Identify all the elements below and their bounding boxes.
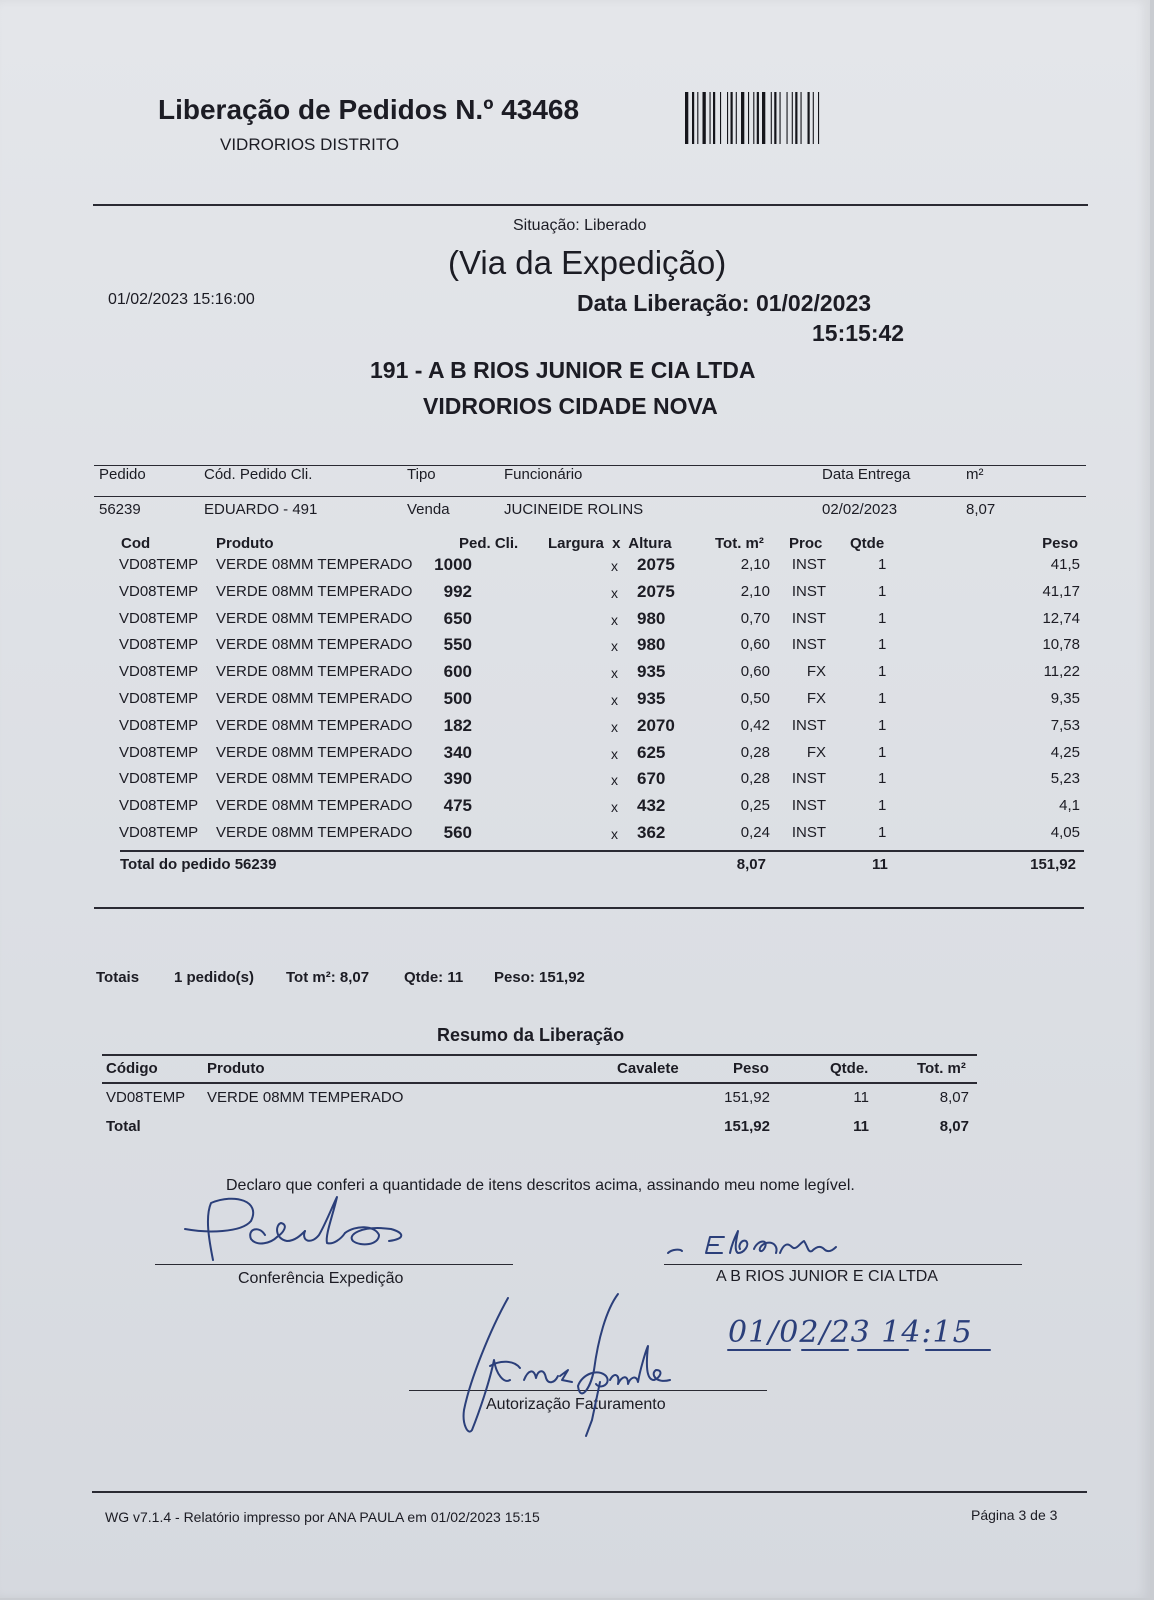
table-row (0, 636, 1154, 662)
item-tot-m2: 0,28 (740, 743, 770, 761)
items-header-peso: Peso (1042, 535, 1078, 552)
summary-total-label: Total (106, 1118, 141, 1135)
item-proc: INST (791, 556, 826, 573)
summary-peso: 151,92 (724, 1089, 770, 1106)
item-altura: 2070 (637, 715, 675, 735)
item-largura: 650 (443, 608, 472, 628)
item-cod: VD08TEMP (119, 582, 199, 600)
handwritten-signature-client (660, 1225, 880, 1265)
items-header-largura-altura: Largura x Altura (548, 535, 672, 552)
items-header-ped-cli: Ped. Cli. (459, 535, 519, 552)
item-qtde: 1 (878, 663, 887, 681)
items-header-tot-m2: Tot. m² (715, 535, 764, 552)
item-times: x (611, 665, 618, 682)
item-peso: 41,5 (1050, 556, 1080, 573)
client-store: VIDRORIOS CIDADE NOVA (423, 393, 718, 419)
item-largura: 340 (443, 742, 472, 762)
item-largura: 560 (443, 823, 472, 842)
item-proc: FX (806, 690, 826, 707)
status-text: Situação: Liberado (513, 217, 647, 234)
item-altura: 432 (637, 796, 666, 816)
item-proc: FX (806, 743, 826, 761)
table-row (0, 610, 1154, 636)
item-qtde: 1 (878, 743, 887, 761)
item-tot-m2: 2,10 (740, 582, 770, 600)
item-peso: 5,23 (1050, 770, 1080, 788)
items-header-qtde: Qtde (850, 535, 885, 552)
item-qtde: 1 (878, 690, 887, 707)
col-header-pedido: Pedido (99, 466, 146, 483)
item-largura: 600 (443, 662, 472, 682)
signature-label-autorizacao: Autorização Faturamento (486, 1396, 666, 1413)
item-largura: 550 (443, 635, 472, 655)
item-times: x (611, 558, 618, 574)
item-cod: VD08TEMP (119, 636, 199, 654)
item-proc: INST (791, 770, 826, 788)
summary-header-tot-m2: Tot. m² (917, 1060, 966, 1077)
order-total-peso: 151,92 (1030, 856, 1076, 873)
item-largura: 1000 (434, 555, 472, 574)
item-cod: VD08TEMP (119, 797, 199, 815)
item-qtde: 1 (878, 582, 887, 600)
col-header-funcionario: Funcionário (504, 466, 583, 483)
item-times: x (611, 638, 618, 655)
item-proc: FX (806, 663, 826, 681)
item-times: x (611, 692, 618, 708)
item-peso: 7,53 (1050, 716, 1080, 734)
item-produto: VERDE 08MM TEMPERADO (216, 690, 413, 707)
order-pedido: 56239 (99, 501, 141, 518)
item-qtde: 1 (878, 636, 887, 654)
item-tot-m2: 0,42 (740, 716, 770, 734)
handwritten-signature-ana-paula (450, 1290, 690, 1440)
totals-label: Totais (96, 969, 140, 986)
item-peso: 4,25 (1050, 743, 1080, 761)
table-row (0, 744, 1154, 770)
col-header-cod-pedido-cli: Cód. Pedido Cli. (204, 466, 313, 483)
footer-rule (92, 1491, 1087, 1493)
item-produto: VERDE 08MM TEMPERADO (216, 556, 413, 573)
item-produto: VERDE 08MM TEMPERADO (216, 663, 413, 681)
item-tot-m2: 0,28 (740, 770, 770, 788)
item-produto: VERDE 08MM TEMPERADO (216, 797, 413, 815)
summary-tot-m2: 8,07 (939, 1089, 969, 1106)
item-proc: INST (791, 716, 826, 734)
order-tipo: Venda (407, 501, 450, 518)
totals-pedidos: 1 pedido(s) (174, 969, 255, 986)
order-funcionario: JUCINEIDE ROLINS (504, 501, 644, 518)
summary-total-tot-m2: 8,07 (939, 1118, 969, 1135)
summary-header-codigo: Código (106, 1060, 158, 1077)
item-tot-m2: 0,60 (740, 663, 770, 681)
table-row (0, 583, 1154, 609)
declaration-text: Declaro que conferi a quantidade de itens descritos acima, assinando meu nome legível. (226, 1177, 855, 1194)
page-number: Página 3 de 3 (971, 1507, 1058, 1523)
summary-qtde: 11 (853, 1089, 869, 1106)
item-tot-m2: 0,70 (740, 609, 770, 627)
item-times: x (611, 584, 618, 601)
header-divider (93, 204, 1088, 206)
item-altura: 670 (637, 769, 666, 789)
summary-produto: VERDE 08MM TEMPERADO (207, 1089, 404, 1106)
table-row (0, 824, 1154, 850)
table-row (0, 690, 1154, 716)
item-proc: INST (791, 636, 826, 654)
item-peso: 4,05 (1050, 824, 1080, 841)
order-total-label: Total do pedido 56239 (120, 856, 277, 873)
summary-header-rule (102, 1082, 977, 1084)
item-altura: 625 (637, 742, 666, 762)
item-qtde: 1 (878, 770, 887, 788)
item-cod: VD08TEMP (119, 743, 199, 761)
table-row (0, 770, 1154, 796)
item-times: x (611, 772, 618, 789)
item-proc: INST (791, 797, 826, 815)
summary-header-qtde: Qtde. (830, 1060, 869, 1077)
item-tot-m2: 2,10 (740, 556, 770, 573)
item-produto: VERDE 08MM TEMPERADO (216, 636, 413, 654)
item-cod: VD08TEMP (119, 824, 199, 841)
item-cod: VD08TEMP (119, 609, 199, 627)
item-tot-m2: 0,25 (740, 797, 770, 815)
order-cod-pedido-cli: EDUARDO - 491 (204, 501, 318, 518)
item-qtde: 1 (878, 824, 887, 841)
summary-title: Resumo da Liberação (437, 1025, 625, 1045)
order-header-rule (94, 496, 1086, 497)
item-peso: 4,1 (1059, 797, 1080, 815)
item-peso: 41,17 (1042, 582, 1080, 600)
totals-peso: Peso: 151,92 (494, 969, 585, 986)
item-produto: VERDE 08MM TEMPERADO (216, 770, 413, 788)
summary-top-rule (102, 1054, 977, 1056)
summary-header-cavalete: Cavalete (617, 1060, 679, 1077)
release-time: 15:15:42 (812, 320, 905, 346)
totals-m2: Tot m²: 8,07 (286, 969, 370, 986)
item-altura: 935 (637, 662, 666, 682)
item-tot-m2: 0,24 (740, 824, 770, 841)
barcode (685, 92, 861, 144)
item-cod: VD08TEMP (119, 556, 199, 573)
print-timestamp: 01/02/2023 15:16:00 (108, 291, 255, 308)
col-header-data-entrega: Data Entrega (822, 466, 911, 483)
item-produto: VERDE 08MM TEMPERADO (216, 716, 413, 734)
order-data-entrega: 02/02/2023 (822, 501, 898, 518)
item-produto: VERDE 08MM TEMPERADO (216, 824, 413, 841)
item-cod: VD08TEMP (119, 770, 199, 788)
items-header-produto: Produto (216, 535, 274, 552)
items-header-cod: Cod (121, 535, 151, 552)
item-proc: INST (791, 582, 826, 600)
handwritten-date-underline (728, 1347, 990, 1353)
item-times: x (611, 745, 618, 762)
totals-qtde: Qtde: 11 (404, 969, 464, 986)
item-peso: 10,78 (1042, 636, 1080, 654)
order-total-qtde: 11 (872, 856, 888, 873)
release-date: Data Liberação: 01/02/2023 (577, 290, 872, 316)
handwritten-date: 01/02/23 14:15 (728, 1315, 973, 1350)
table-row (0, 797, 1154, 823)
company-name: VIDRORIOS DISTRITO (220, 135, 400, 154)
items-header-proc: Proc (789, 535, 823, 552)
item-altura: 2075 (637, 581, 675, 601)
col-header-tipo: Tipo (407, 466, 436, 483)
order-m2: 8,07 (966, 501, 996, 518)
signature-label-conferencia: Conferência Expedição (238, 1270, 404, 1287)
table-row (0, 717, 1154, 743)
table-row (0, 663, 1154, 689)
item-proc: INST (791, 824, 826, 841)
item-peso: 11,22 (1043, 663, 1080, 681)
item-altura: 980 (637, 635, 666, 655)
order-section-bottom-rule (94, 907, 1084, 909)
item-times: x (611, 826, 618, 842)
client-name: 191 - A B RIOS JUNIOR E CIA LTDA (370, 357, 756, 383)
items-total-rule (120, 850, 1084, 852)
item-cod: VD08TEMP (119, 716, 199, 734)
summary-header-produto: Produto (207, 1060, 265, 1077)
item-altura: 362 (637, 823, 666, 842)
item-peso: 9,35 (1050, 690, 1080, 707)
order-total-m2: 8,07 (736, 856, 766, 873)
item-qtde: 1 (878, 556, 887, 573)
signature-label-cliente: A B RIOS JUNIOR E CIA LTDA (716, 1268, 938, 1285)
item-produto: VERDE 08MM TEMPERADO (216, 582, 413, 600)
item-proc: INST (791, 609, 826, 627)
item-largura: 182 (443, 715, 472, 735)
item-produto: VERDE 08MM TEMPERADO (216, 609, 413, 627)
copy-type-title: (Via da Expedição) (448, 244, 727, 281)
table-row (0, 556, 1154, 582)
summary-total-qtde: 11 (853, 1118, 869, 1135)
footer-print-info: WG v7.1.4 - Relatório impresso por ANA PAULA em 01/02/2023 15:15 (105, 1509, 540, 1525)
summary-codigo: VD08TEMP (106, 1089, 186, 1106)
summary-total-peso: 151,92 (724, 1118, 770, 1135)
item-peso: 12,74 (1042, 609, 1080, 627)
item-largura: 992 (443, 581, 472, 601)
item-produto: VERDE 08MM TEMPERADO (216, 743, 413, 761)
col-header-m2: m² (966, 466, 984, 483)
summary-header-peso: Peso (733, 1060, 769, 1077)
document-title: Liberação de Pedidos N.º 43468 (158, 94, 580, 125)
item-qtde: 1 (878, 797, 887, 815)
item-altura: 980 (637, 608, 666, 628)
item-qtde: 1 (878, 609, 887, 627)
item-times: x (611, 718, 618, 735)
item-largura: 475 (443, 796, 472, 816)
item-tot-m2: 0,50 (740, 690, 770, 707)
item-times: x (611, 611, 618, 628)
item-largura: 500 (443, 689, 472, 708)
item-cod: VD08TEMP (119, 690, 199, 707)
item-largura: 390 (443, 769, 472, 789)
item-cod: VD08TEMP (119, 663, 199, 681)
handwritten-signature-paula (165, 1195, 425, 1275)
item-qtde: 1 (878, 716, 887, 734)
item-altura: 2075 (637, 555, 675, 574)
item-times: x (611, 799, 618, 816)
item-altura: 935 (637, 689, 666, 708)
item-tot-m2: 0,60 (740, 636, 770, 654)
